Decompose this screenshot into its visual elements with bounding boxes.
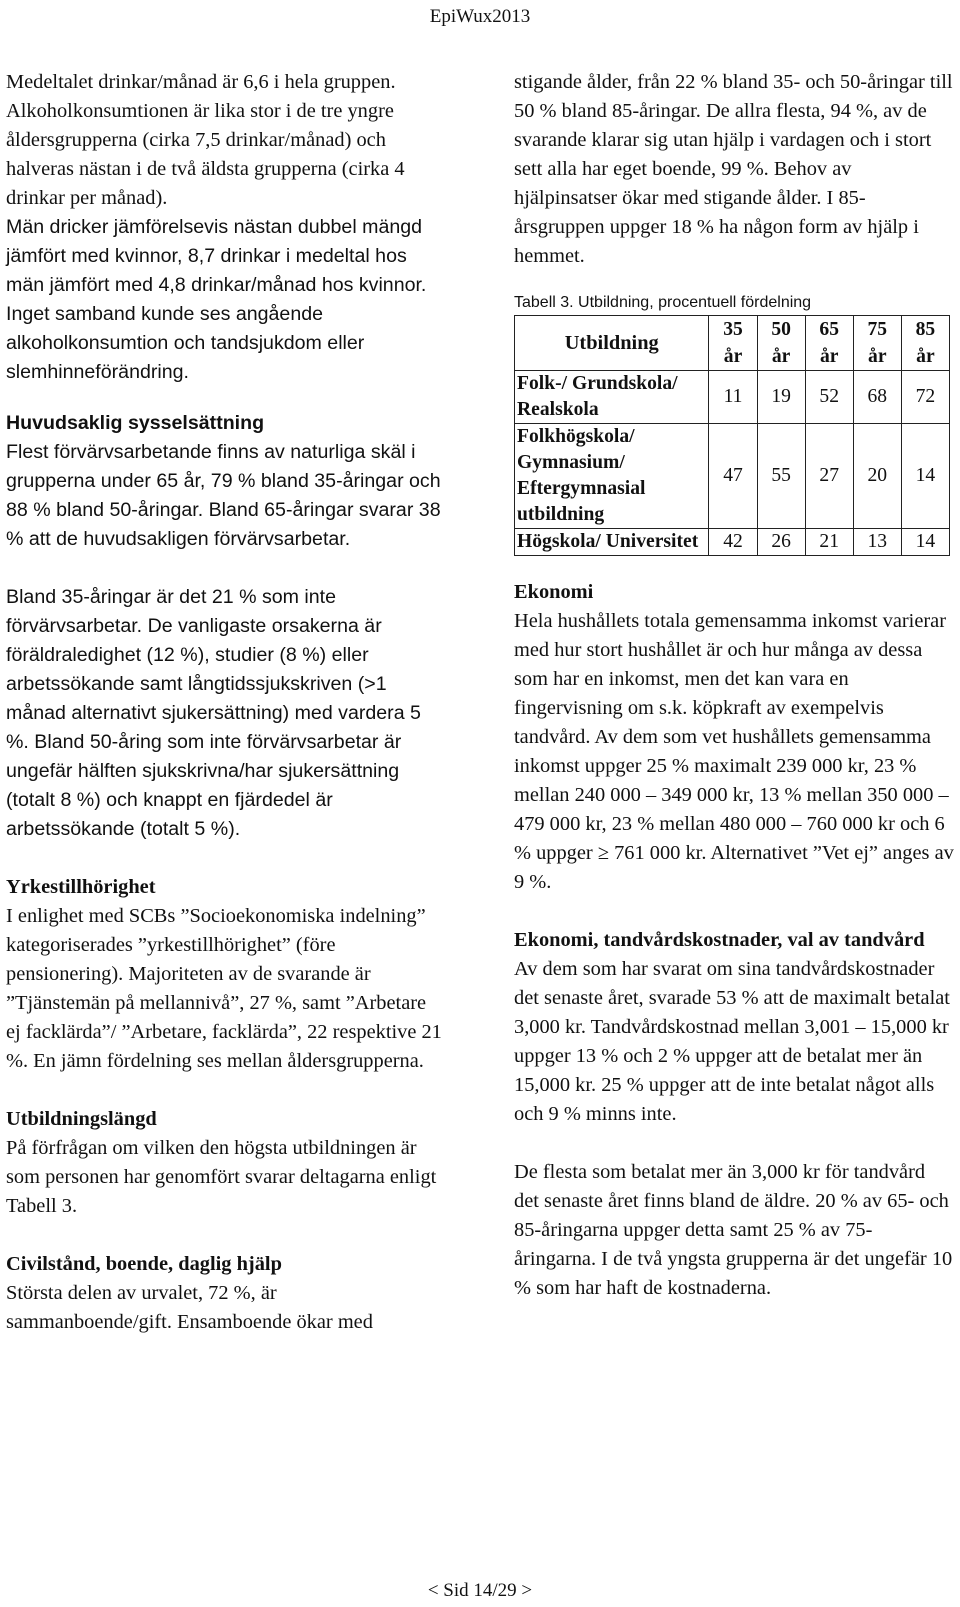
table-cell: 68	[853, 371, 901, 424]
paragraph-dental-costs-age: De flesta som betalat mer än 3,000 kr för tandvård det senaste året finns bland de äldre. 20 % av 65- och 85-åringarna uppger detta samt 25 % av 75-åringarna. I de två yngsta grupperna är det ungefär 10 % som har haft de kostnaderna.	[514, 1161, 953, 1299]
table-cell: 55	[757, 424, 805, 529]
table-cell: 47	[709, 424, 757, 529]
column-header-50: 50 år	[757, 316, 805, 371]
page-number: < Sid 14/29 >	[427, 1580, 533, 1601]
table-cell: 42	[709, 529, 757, 556]
paragraph-occupation-1: Flest förvärvsarbetande finns av naturliga skäl i grupperna under 65 år, 79 % bland 35-åringar och 88 % bland 50-åringar. Bland 65-åringar svarar 38 % att de huvudsakligen förvärvsarbetar.	[6, 441, 441, 550]
column-header-35: 35 år	[709, 316, 757, 371]
left-column	[6, 68, 443, 1337]
table-cell: 20	[853, 424, 901, 529]
table-cell: 26	[757, 529, 805, 556]
paragraph-alcohol-disease: Inget samband kunde ses angående alkoholkonsumtion och tandsjukdom eller slemhinneförändring.	[6, 303, 365, 383]
table-corner-header: Utbildning	[515, 316, 709, 371]
paragraph-occupation-2: Bland 35-åringar är det 21 % som inte förvärvsarbetar. De vanligaste orsakerna är föräldraledighet (12 %), studier (8 %) eller arbetssökande samt långtidssjukskriven (>1 månad alternativt sjukersättning) med vardera 5 %. Bland 50-åring som inte förvärvsarbetar är ungefär hälften sjukskrivna/har sjukersättning (totalt 8 %) och knappt en fjärdedel är arbetssökande (totalt 5 %).	[6, 586, 421, 840]
paragraph-living-help: stigande ålder, från 22 % bland 35- och 50-åringar till 50 % bland 85-åringar. De allra flesta, 94 %, av de svarande klarar sig utan hjälp i vardagen och i stort sett alla har eget boende, 99 %. Behov av hjälpinsatser ökar med stigande ålder. I 85-årsgruppen uppger 18 % ha någon form av hjälp i hemmet.	[514, 71, 953, 267]
paragraph-education-length: På förfrågan om vilken den högsta utbildningen är som personen har genomfört svarar deltagarna enligt Tabell 3.	[6, 1137, 437, 1217]
paragraph-civil-status: Största delen av urvalet, 72 %, är sammanboende/gift. Ensamboende ökar med	[6, 1282, 373, 1333]
table-cell: 19	[757, 371, 805, 424]
table-row	[515, 529, 950, 556]
paragraph-alcohol-average: Medeltalet drinkar/månad är 6,6 i hela gruppen. Alkoholkonsumtionen är lika stor i de tre yngre åldersgrupperna (cirka 7,5 drinkar/månad) och halveras nästan i de två äldsta grupperna (cirka 4 drinkar per månad).	[6, 71, 405, 209]
paragraph-alcohol-gender: Män dricker jämförelsevis nästan dubbel mängd jämfört med kvinnor, 8,7 drinkar i medeltal hos män jämfört med 4,8 drinkar/månad hos kvinnor.	[6, 216, 427, 296]
heading-civil-status: Civilstånd, boende, daglig hjälp	[6, 1253, 282, 1275]
table-cell: 27	[805, 424, 853, 529]
table-cell: 14	[901, 424, 949, 529]
row-label-university: Högskola/ Universitet	[515, 529, 709, 556]
heading-profession: Yrkestillhörighet	[6, 876, 156, 898]
table-caption: Tabell 3. Utbildning, procentuell fördelning	[514, 294, 812, 311]
paragraph-profession: I enlighet med SCBs ”Socioekonomiska indelning” kategoriserades ”yrkestillhörighet” (före pensionering). Majoriteten av de svarande är ”Tjänstemän på mellannivå”, 27 %, samt ”Arbetare ej facklärda”/ ”Arbetare, facklärda”, 22 respektive 21 %. En jämn fördelning ses mellan åldersgrupperna.	[6, 905, 442, 1072]
table-cell: 14	[901, 529, 949, 556]
education-table	[514, 315, 950, 556]
heading-dental-costs: Ekonomi, tandvårdskostnader, val av tandvård	[514, 929, 925, 951]
heading-economy: Ekonomi	[514, 581, 594, 603]
table-cell: 72	[901, 371, 949, 424]
table-header-row	[515, 316, 950, 371]
paragraph-dental-costs: Av dem som har svarat om sina tandvårdskostnader det senaste året, svarade 53 % att de maximalt betalat 3,000 kr. Tandvårdskostnad mellan 3,001 – 15,000 kr uppger 13 % och 2 % uppger att de betalat mer än 15,000 kr. 25 % uppger att de inte betalat något alls och 9 % minns inte.	[514, 958, 950, 1125]
table-cell: 52	[805, 371, 853, 424]
right-column	[514, 68, 954, 1303]
paragraph-economy: Hela hushållets totala gemensamma inkomst varierar med hur stort hushållet är och hur många av dessa som har en inkomst, men det kan vara en fingervisning om s.k. köpkraft av exempelvis tandvård. Av dem som vet hushållets gemensamma inkomst uppger 25 % maximalt 239 000 kr, 23 % mellan 240 000 – 349 000 kr, 13 % mellan 350 000 – 479 000 kr, 23 % mellan 480 000 – 760 000 kr och 6 % uppger ≥ 761 000 kr. Alternativet ”Vet ej” anges av 9 %.	[514, 610, 954, 893]
row-label-secondary: Folkhögskola/ Gymnasium/ Eftergymnasial utbildning	[515, 424, 709, 529]
heading-occupation: Huvudsaklig sysselsättning	[6, 412, 265, 434]
table-cell: 11	[709, 371, 757, 424]
table-cell: 21	[805, 529, 853, 556]
page-header: EpiWux2013	[429, 6, 531, 27]
table-row	[515, 371, 950, 424]
column-header-65: 65 år	[805, 316, 853, 371]
column-header-75: 75 år	[853, 316, 901, 371]
table-row	[515, 424, 950, 529]
heading-education-length: Utbildningslängd	[6, 1108, 157, 1130]
column-header-85: 85 år	[901, 316, 949, 371]
table-cell: 13	[853, 529, 901, 556]
row-label-primary: Folk-/ Grundskola/ Realskola	[515, 371, 709, 424]
